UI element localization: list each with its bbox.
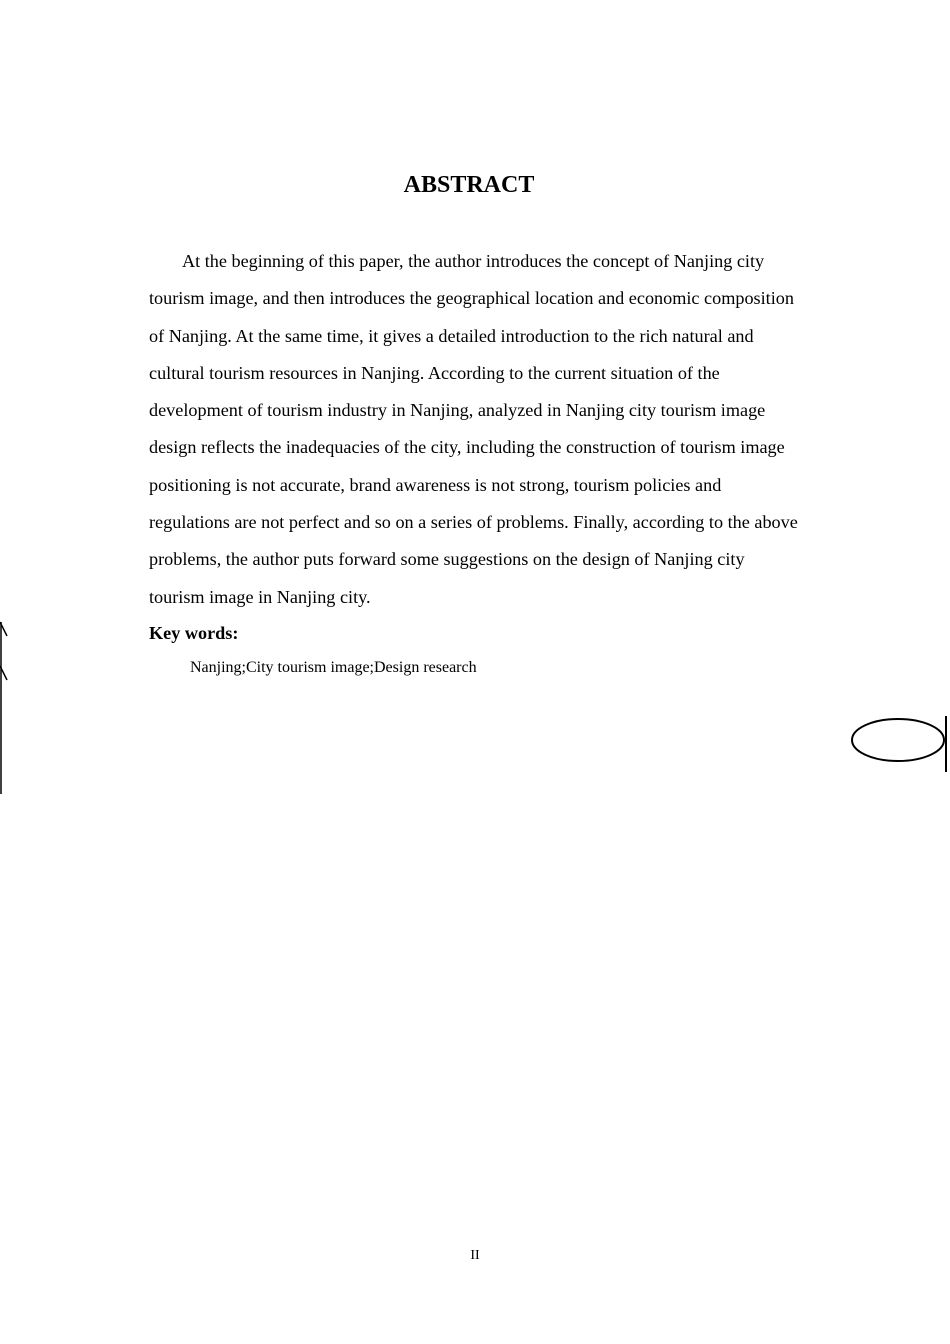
abstract-title: ABSTRACT bbox=[403, 172, 535, 198]
keywords-text: Nanjing;City tourism image;Design research bbox=[190, 659, 477, 676]
left-margin-mark bbox=[0, 618, 12, 794]
abstract-paragraph: At the beginning of this paper, the author introduces the concept of Nanjing city tourism image, and then introduces the geographical location and economic composition of Nanjing. At the same time, it gives a detailed introduction to the rich natural and cultural tourism resources in Nanjing. According to the current situation of the development of tourism industry in Nanjing, analyzed in Nanjing city tourism image design reflects the inadequacies of the city, including the construction of tourism image positioning is not accurate, brand awareness is not strong, tourism policies and regulations are not perfect and so on a series of problems. Finally, according to the above problems, the author puts forward some suggestions on the design of Nanjing city tourism image in Nanjing city. bbox=[149, 251, 798, 607]
keywords-label: Key words: bbox=[149, 623, 239, 643]
page-number: II bbox=[470, 1248, 480, 1263]
right-margin-ellipse-mark bbox=[848, 714, 950, 772]
